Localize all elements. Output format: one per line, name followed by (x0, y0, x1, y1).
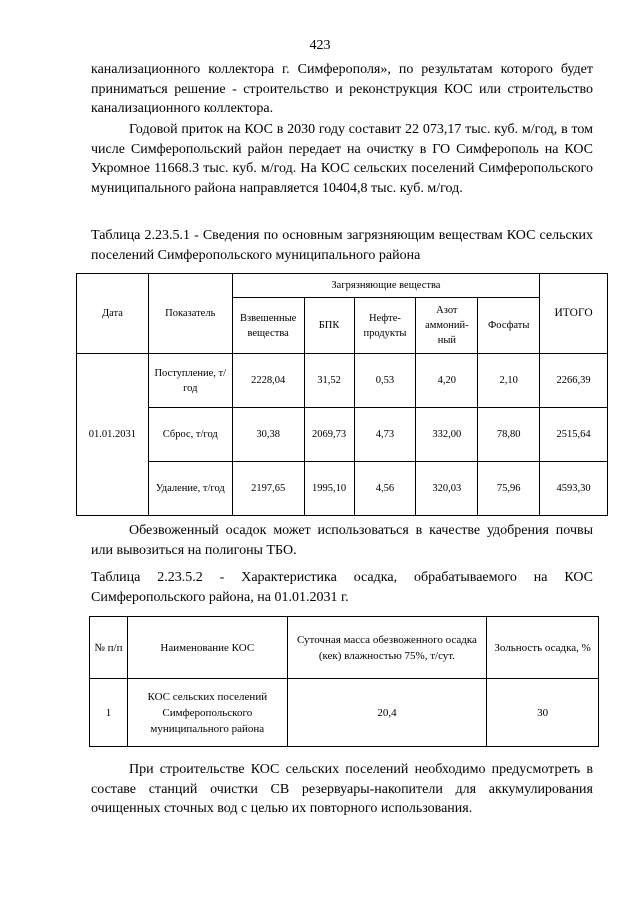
header-oil-products: Нефте-продукты (354, 298, 416, 354)
num-cell: 1 (90, 679, 128, 747)
name-cell: КОС сельских поселений Симферопольского муниципального района (127, 679, 287, 747)
header-name: Наименование КОС (127, 617, 287, 679)
paragraph-3: Обезвоженный осадок может использоваться в качестве удобрения почвы или вывозиться на полигоны ТБО. (91, 523, 593, 558)
paragraph-4: При строительстве КОС сельских поселений необходимо предусмотреть в составе станций очистки СВ резервуары-накопители для аккумулирования очищенных сточных вод с целью их повторного использования. (91, 762, 593, 816)
value-cell: 75,96 (478, 462, 540, 516)
sludge-table (89, 616, 599, 747)
paragraph-2: Годовой приток на КОС в 2030 году составит 22 073,17 тыс. куб. м/год, в том числе Симферопольский район передает на очистку в ГО Симферополь на КОС Укромное 11668.3 тыс. куб. м/год. На КОС сельских поселений Симферопольского муниципального района направляется 10404,8 тыс. куб. м/год. (91, 122, 593, 196)
header-num: № п/п (90, 617, 128, 679)
header-indicator: Показатель (148, 274, 232, 354)
header-bod: БПК (304, 298, 354, 354)
header-mass: Суточная масса обезвоженного осадка (кек) влажностью 75%, т/сут. (287, 617, 487, 679)
pollutants-table (76, 273, 608, 516)
header-total: ИТОГО (540, 274, 608, 354)
value-cell: 4,20 (416, 354, 478, 408)
row-label: Удаление, т/год (148, 462, 232, 516)
value-cell: 4,73 (354, 408, 416, 462)
value-cell: 4,56 (354, 462, 416, 516)
header-phosphates: Фосфаты (478, 298, 540, 354)
total-cell: 2515,64 (540, 408, 608, 462)
header-ash: Зольность осадка, % (487, 617, 599, 679)
total-cell: 2266,39 (540, 354, 608, 408)
value-cell: 2,10 (478, 354, 540, 408)
header-ammonium-nitrogen: Азот аммоний-ный (416, 298, 478, 354)
value-cell: 332,00 (416, 408, 478, 462)
value-cell: 1995,10 (304, 462, 354, 516)
value-cell: 2197,65 (232, 462, 304, 516)
row-label: Сброс, т/год (148, 408, 232, 462)
value-cell: 2228,04 (232, 354, 304, 408)
table-row (77, 462, 608, 516)
row-label: Поступление, т/год (148, 354, 232, 408)
value-cell: 0,53 (354, 354, 416, 408)
mass-cell: 20,4 (287, 679, 487, 747)
value-cell: 30,38 (232, 408, 304, 462)
date-cell: 01.01.2031 (77, 354, 149, 516)
value-cell: 2069,73 (304, 408, 354, 462)
header-suspended-solids: Взвешенные вещества (232, 298, 304, 354)
value-cell: 31,52 (304, 354, 354, 408)
header-pollutants-group: Загрязняющие вещества (232, 274, 539, 298)
table1-caption: Таблица 2.23.5.1 - Сведения по основным загрязняющим веществам КОС сельских поселений Симферопольского муниципального района (91, 228, 593, 263)
ash-cell: 30 (487, 679, 599, 747)
header-date: Дата (77, 274, 149, 354)
paragraph-1: канализационного коллектора г. Симферополя», по результатам которого будет приниматься решение - строительство и реконструкция КОС или строительство канализационного коллектора. (91, 62, 593, 116)
value-cell: 320,03 (416, 462, 478, 516)
total-cell: 4593,30 (540, 462, 608, 516)
table-row (77, 354, 608, 408)
table2-caption: Таблица 2.23.5.2 - Характеристика осадка, обрабатываемого на КОС Симферопольского района, на 01.01.2031 г. (91, 570, 593, 605)
value-cell: 78,80 (478, 408, 540, 462)
table-row (90, 679, 599, 747)
page-number: 423 (309, 38, 331, 53)
table-row (77, 408, 608, 462)
